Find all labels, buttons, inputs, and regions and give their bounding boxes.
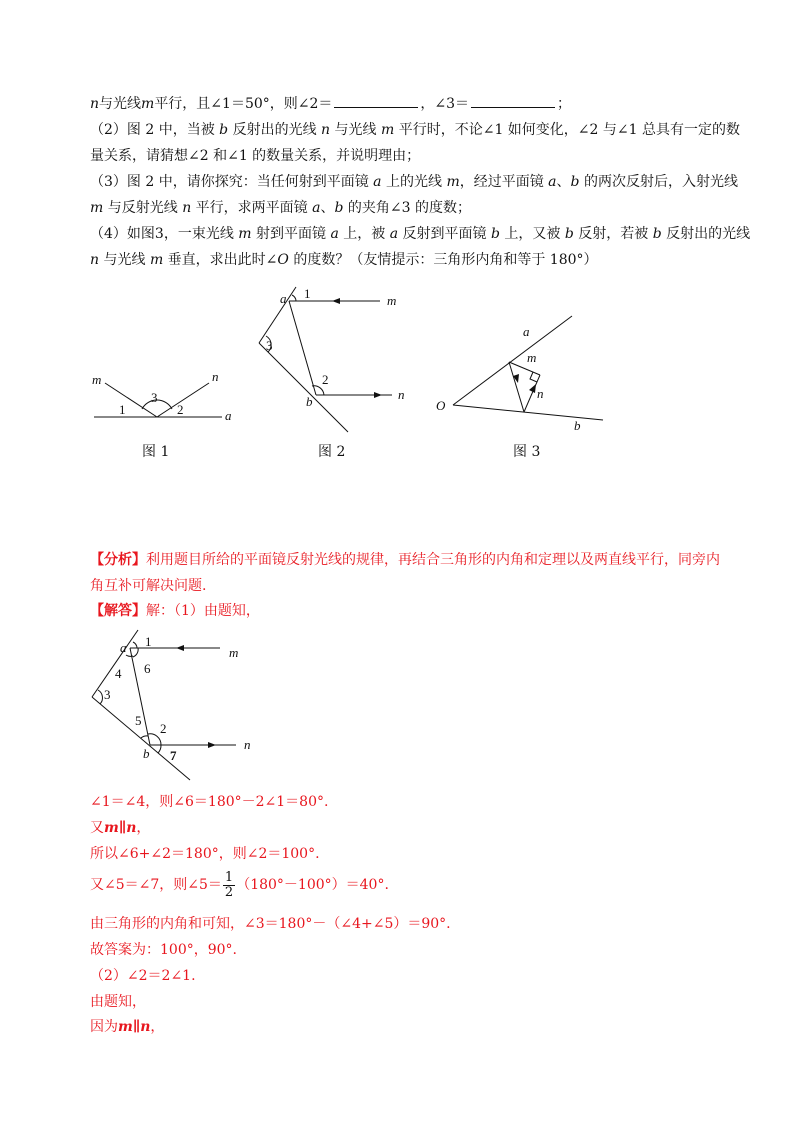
label-a: a [523,324,530,339]
solution-line-8: 由题知， [90,994,146,1010]
label-a: a [120,640,127,655]
ray-m-arrow [176,645,184,651]
ray-ab-line [289,301,316,395]
label-a: a [280,291,287,306]
figure-3 [430,300,610,440]
angle-5-arc [141,736,148,738]
solution-line-5: 由三角形的内角和可知，∠3＝180°－（∠4+∠5）＝90°. [90,916,451,932]
analysis-line1: 【分析】利用题目所给的平面镜反射光线的规律，再结合三角形的内角和定理以及两直线平行，同旁内 [90,552,720,568]
solution-line-6: 故答案为：100°，90°. [90,942,237,958]
ray-n-arrow [208,742,216,748]
solution-line-3: 所以∠6+∠2＝180°，则∠2＝100°. [90,846,320,862]
q2-line2: 量关系，请猜想∠2 和∠1 的数量关系，并说明理由； [90,148,421,164]
mirror-a-line [259,287,296,343]
answer-tag: 【解答】 [90,603,146,619]
answer-line: 【解答】解：（1）由题知， [90,603,260,619]
label-n: n [398,387,405,402]
ray-n-arrow [374,392,382,398]
label-n: n [537,386,544,401]
label-7: 7 [170,748,177,763]
label-m: m [92,372,102,387]
solution-line-2: 又m∥n， [90,820,151,836]
solution-line-4: 又∠5＝∠7，则∠5＝ $\frac{1}{2}$ （180°－100°）＝40°. [90,869,389,900]
label-2: 2 [177,402,184,417]
figure-2-caption: 图 2 [318,444,346,460]
ray-m-line [105,383,157,417]
angle-6-arc [133,648,138,657]
angle-7-arc [158,745,161,753]
label-4: 4 [115,666,122,681]
angle-1-arc [292,295,296,301]
answer-blank-angle2[interactable] [334,94,418,108]
label-b: b [306,394,313,409]
q3-line1: （3）图 2 中，请你探究：当任何射到平面镜 a 上的光线 m，经过平面镜 a、b 的两次反射后，入射光线 [90,174,738,190]
label-b: b [574,418,581,433]
solution-line-1: ∠1＝∠4，则∠6＝180°－2∠1＝80°. [90,794,329,810]
figure-1-caption: 图 1 [142,444,170,460]
q3-line2: m 与反射光线 n 平行，求两平面镜 a、b 的夹角∠3 的度数； [90,200,471,216]
angle-1-arc [133,642,137,648]
ray-ab-line [509,362,524,412]
q1-continuation: n与光线m平行，且∠1＝50°，则∠2＝ ，∠3＝ ； [90,96,572,112]
label-m: m [527,350,537,365]
q2-line1: （2）图 2 中，当被 b 反射出的光线 n 与光线 m 平行时，不论∠1 如何变化，∠2 与∠1 总具有一定的数 [90,122,740,138]
angle-3-arc [98,690,102,704]
q4-line2: n 与光线 m 垂直，求出此时∠O 的度数？（友情提示：三角形内角和等于 180°） [90,252,598,268]
ray-n-arrow [529,384,536,393]
solution-line-9: 因为m∥n， [90,1019,165,1035]
label-1: 1 [145,634,152,649]
analysis-line2: 角互补可解决问题. [90,578,207,594]
solution-line-7: （2）∠2＝2∠1. [90,968,196,984]
analysis-tag: 【分析】 [90,552,146,568]
label-n: n [212,369,219,384]
label-5: 5 [135,713,142,728]
fraction-half: $\frac{1}{2}$ [224,869,234,900]
label-2: 2 [160,721,167,736]
q4-line1: （4）如图3，一束光线 m 射到平面镜 a 上，被 a 反射到平面镜 b 上，又被 b 反射，若被 b 反射出的光线 [90,226,751,242]
mirror-a-line [92,630,138,697]
ray-m-arrow [332,298,340,304]
mirror-a-line [453,316,572,405]
figure-3-caption: 图 3 [513,444,541,460]
mirror-b-line [453,405,603,420]
label-1: 1 [119,402,126,417]
label-m: m [387,293,397,308]
label-b: b [143,746,150,761]
label-a: a [225,408,232,423]
figure-4 [85,625,260,790]
label-6: 6 [144,661,151,676]
label-n: n [244,737,251,752]
label-2: 2 [322,372,329,387]
answer-blank-angle3[interactable] [471,94,555,108]
mirror-b-line [259,343,348,432]
label-3: 3 [266,338,273,353]
label-o: O [436,398,446,413]
label-1: 1 [304,286,311,301]
label-3: 3 [151,390,158,405]
figure-2 [250,280,420,440]
label-m: m [229,645,239,660]
mirror-b-line [92,697,190,780]
figure-1 [80,360,250,430]
label-3: 3 [104,687,111,702]
